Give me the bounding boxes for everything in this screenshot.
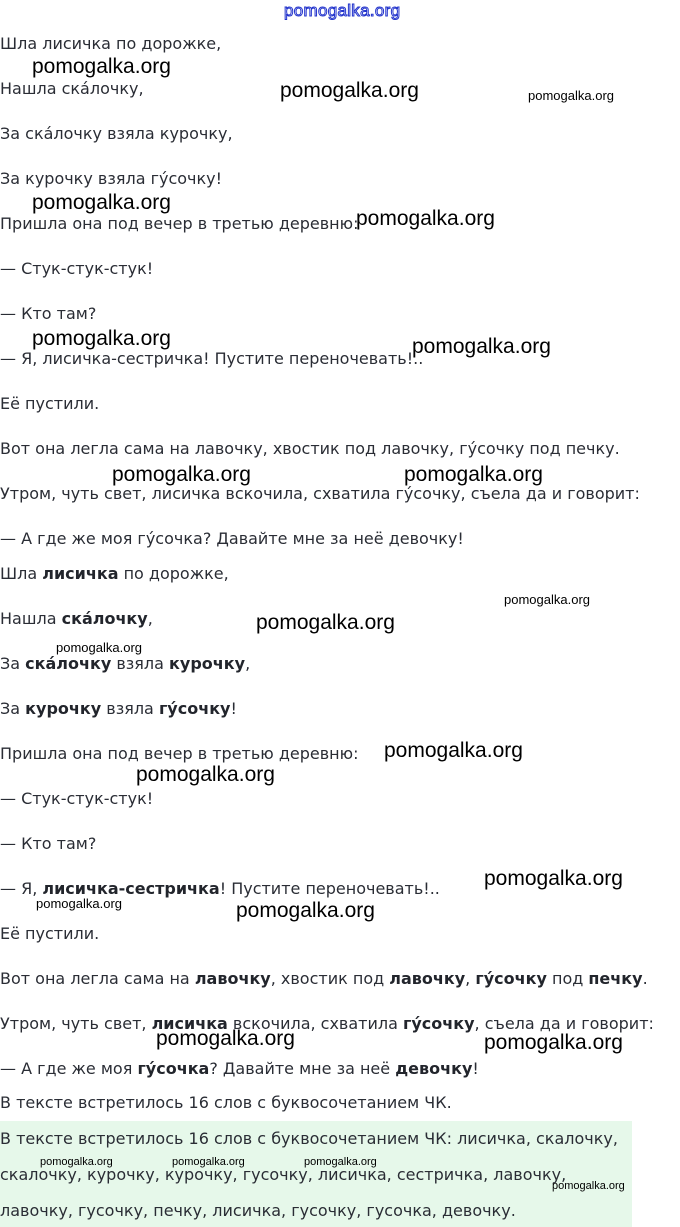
text-line: Шла лисичка по дорожке, (0, 34, 222, 53)
watermark: pomogalka.org (304, 1156, 377, 1168)
top-watermark: pomogalka.org (284, 1, 401, 20)
watermark: pomogalka.org (356, 207, 495, 230)
chk-word: лисичка (42, 564, 119, 583)
watermark: pomogalka.org (484, 1031, 623, 1054)
text-segment: взяла (111, 654, 170, 673)
watermark: pomogalka.org (384, 739, 523, 762)
watermark: pomogalka.org (32, 191, 171, 214)
text-line: За курочку взяла гу́сочку! (0, 169, 223, 188)
text-line: — Я, лисичка-сестричка! Пустите переночевать!.. (0, 349, 424, 368)
text-segment: ! (230, 699, 237, 718)
text-segment: вскочила, схватила (227, 1014, 403, 1033)
highlighted-line (0, 924, 99, 944)
chk-word: печку (588, 969, 643, 988)
text-segment: Пришла она под вечер в третью деревню: (0, 744, 359, 763)
chk-word: девочку (395, 1059, 473, 1078)
chk-word: курочку (169, 654, 246, 673)
watermark: pomogalka.org (404, 463, 543, 486)
chk-word: гу́сочку (158, 699, 231, 718)
watermark: pomogalka.org (136, 763, 275, 786)
text-segment: Её пустили. (0, 924, 100, 943)
text-segment: , съела да и говорит: (474, 1014, 654, 1033)
text-segment: — А где же моя (0, 1059, 138, 1078)
watermark: pomogalka.org (236, 899, 375, 922)
chk-word: лавочку (194, 969, 271, 988)
text-line: — Кто там? (0, 304, 97, 323)
text-segment: За (0, 699, 26, 718)
text-segment: ! Пустите переночевать!.. (219, 879, 440, 898)
text-line: Нашла ска́лочку, (0, 79, 144, 98)
highlighted-line (0, 789, 153, 809)
text-line: — А где же моя гу́сочка? Давайте мне за неё девочку! (0, 529, 464, 548)
chk-word: лисичка (151, 1014, 228, 1033)
answer-line: В тексте встретилось 16 слов с буквосочетанием ЧК: лисичка, скалочку, (0, 1129, 618, 1148)
highlighted-line (0, 699, 237, 719)
text-segment: , хвостик под (270, 969, 390, 988)
text-line: Её пустили. (0, 394, 100, 413)
chk-word: лавочку (389, 969, 466, 988)
text-line: Утром, чуть свет, лисичка вскочила, схватила гу́сочку, съела да и говорит: (0, 484, 640, 503)
chk-word: лисичка-сестричка (42, 879, 220, 898)
text-segment: по дорожке, (118, 564, 229, 583)
text-line: — Стук-стук-стук! (0, 259, 154, 278)
highlighted-line (0, 1059, 479, 1079)
answer-line: скалочку, курочку, курочку, гусочку, лисичка, сестричка, лавочку, (0, 1165, 567, 1184)
text-segment: Шла (0, 564, 43, 583)
watermark: pomogalka.org (56, 640, 142, 655)
highlighted-line (0, 744, 359, 764)
text-segment: взяла (101, 699, 159, 718)
text-line: Пришла она под вечер в третью деревню: (0, 214, 359, 233)
watermark: pomogalka.org (412, 335, 551, 358)
watermark: pomogalka.org (40, 1156, 113, 1168)
answer-line: лавочку, гусочку, печку, лисичка, гусочку, гусочка, девочку. (0, 1201, 516, 1220)
answer-box (0, 1121, 632, 1227)
watermark: pomogalka.org (172, 1156, 245, 1168)
chk-word: гу́сочку (403, 1014, 475, 1033)
watermark: pomogalka.org (280, 79, 419, 102)
chk-word: ска́лочку (61, 609, 148, 628)
highlighted-line (0, 654, 250, 674)
watermark: pomogalka.org (552, 1180, 625, 1192)
text-segment: — Я, (0, 879, 43, 898)
text-segment: . (642, 969, 648, 988)
watermark: pomogalka.org (156, 1027, 295, 1050)
watermark: pomogalka.org (504, 592, 590, 607)
watermark: pomogalka.org (484, 867, 623, 890)
summary-line: В тексте встретилось 16 слов с буквосочетанием ЧК. (0, 1093, 452, 1112)
text-segment: За (0, 654, 26, 673)
text-segment: Вот она легла сама на (0, 969, 195, 988)
watermark: pomogalka.org (112, 463, 251, 486)
text-line: Вот она легла сама на лавочку, хвостик под лавочку, гу́сочку под печку. (0, 439, 620, 458)
watermark: pomogalka.org (32, 327, 171, 350)
text-segment: — Стук-стук-стук! (0, 789, 154, 808)
text-segment: Утром, чуть свет, (0, 1014, 152, 1033)
highlighted-line (0, 969, 648, 989)
watermark: pomogalka.org (32, 55, 171, 78)
text-segment: , (147, 609, 153, 628)
chk-word: ска́лочку (25, 654, 112, 673)
watermark: pomogalka.org (528, 88, 614, 103)
chk-word: гу́сочка (137, 1059, 210, 1078)
text-segment: , (245, 654, 251, 673)
text-segment: под (546, 969, 589, 988)
watermark: pomogalka.org (256, 611, 395, 634)
highlighted-line (0, 609, 153, 629)
text-segment: Нашла (0, 609, 62, 628)
highlighted-line (0, 564, 229, 584)
text-segment: ! (472, 1059, 479, 1078)
watermark: pomogalka.org (36, 896, 122, 911)
text-segment: , (465, 969, 476, 988)
text-segment: — Кто там? (0, 834, 97, 853)
text-line: За ска́лочку взяла курочку, (0, 124, 233, 143)
highlighted-line (0, 834, 96, 854)
chk-word: курочку (25, 699, 102, 718)
chk-word: гу́сочку (475, 969, 547, 988)
text-segment: ? Давайте мне за неё (209, 1059, 396, 1078)
